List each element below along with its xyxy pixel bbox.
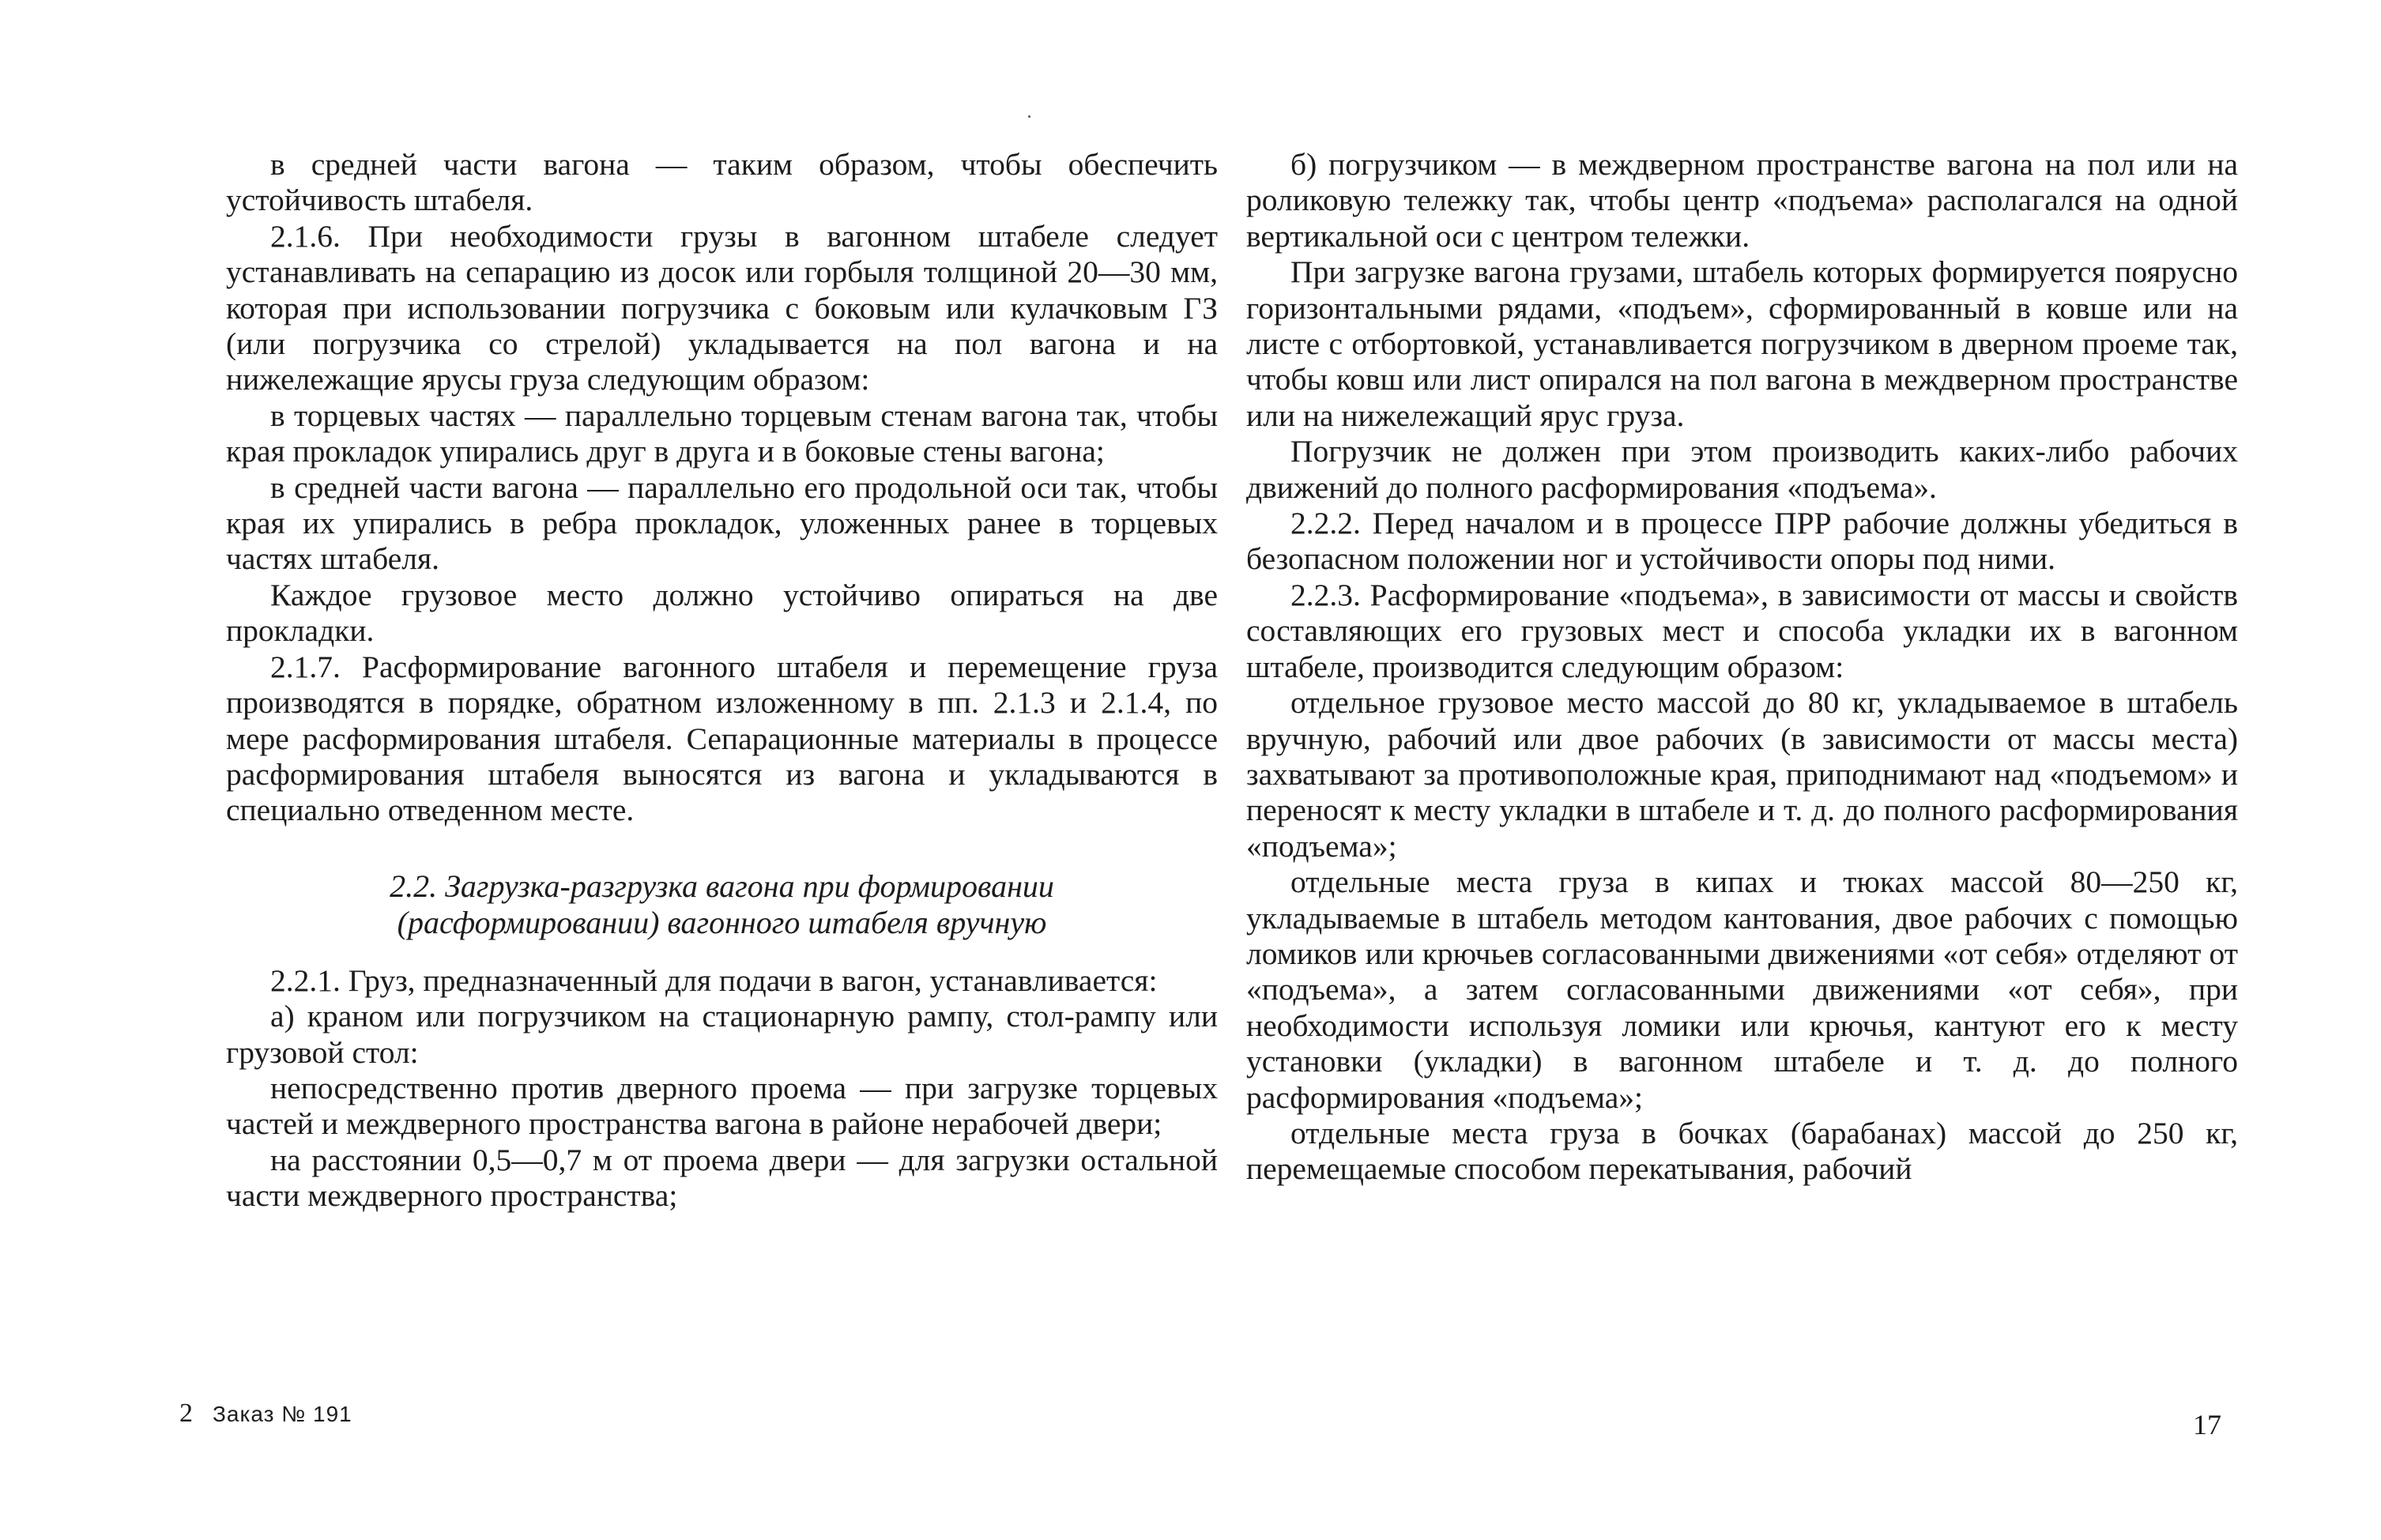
paragraph: непосредственно против дверного проема — при загрузке торцевых частей и междверного пространства вагона в районе нерабочей двери; <box>226 1070 1218 1142</box>
paragraph: отдельные места груза в бочках (барабанах) массой до 250 кг, перемещаемые способом перекатывания, рабочий <box>1246 1115 2238 1187</box>
section-heading-line-2: (расформировании) вагонного штабеля вручную <box>397 904 1047 940</box>
paragraph: отдельные места груза в кипах и тюках массой 80—250 кг, укладываемые в штабель методом кантования, двое рабочих с помощью ломиков или крючьев согласованными движениями «от себя» отделяют от «подъема», а затем согласованными движениями «от себя», при необходимости используя ломики или крючья, кантуют его к месту установки (укладки) в вагонном штабеле и т. д. до полного расформирования «подъема»; <box>1246 864 2238 1115</box>
paragraph: б) погрузчиком — в междверном пространстве вагона на пол или на роликовую тележку так, чтобы центр «подъема» располагался на одной вертикальной оси с центром тележки. <box>1246 147 2238 254</box>
paragraph: 2.2.3. Расформирование «подъема», в зависимости от массы и свойств составляющих его грузовых мест и способа укладки их в вагонном штабеле, производится следующим образом: <box>1246 577 2238 684</box>
section-heading <box>226 868 1218 941</box>
paragraph: 2.2.1. Груз, предназначенный для подачи в вагон, устанавливается: <box>270 962 1158 998</box>
paragraph: При загрузке вагона грузами, штабель которых формируется поярусно горизонтальными рядами, «подъем», сформированный в ковше или на листе с отбортовкой, устанавливается погрузчиком в дверном проеме так, чтобы ковш или лист опирался на пол вагона в междверном пространстве или на нижележащий ярус груза. <box>1246 254 2238 433</box>
paragraph: 2.1.7. Расформирование вагонного штабеля и перемещение груза производятся в порядке, обратном изложенному в пп. 2.1.3 и 2.1.4, по мере расформирования штабеля. Сепарационные материалы в процессе расформирования штабеля выносятся из вагона и укладываются в специально отведенном месте. <box>226 649 1218 828</box>
paragraph: а) краном или погрузчиком на стационарную рампу, стол-рампу или грузовой стол: <box>226 999 1218 1070</box>
paragraph: в средней части вагона — таким образом, чтобы обеспечить устойчивость штабеля. <box>226 147 1218 218</box>
paragraph: 2.2.2. Перед началом и в процессе ПРР рабочие должны убедиться в безопасном положении ног и устойчивости опоры под ними. <box>1246 506 2238 577</box>
paragraph: на расстоянии 0,5—0,7 м от проема двери — для загрузки остальной части междверного пространства; <box>226 1142 1218 1214</box>
section-heading-line-1: 2.2. Загрузка-разгрузка вагона при формировании <box>390 868 1054 904</box>
paragraph: 2.1.6. При необходимости грузы в вагонном штабеле следует устанавливать на сепарацию из досок или горбыля толщиной 20—30 мм, которая при использовании погрузчика с боковым или кулачковым ГЗ (или погрузчика со стрелой) укладывается на пол вагона и на нижележащие ярусы груза следующим образом: <box>226 218 1218 397</box>
paragraph: отдельное грузовое место массой до 80 кг, укладываемое в штабель вручную, рабочий или двое рабочих (в зависимости от массы места) захватывают за противоположные края, приподнимают над «подъемом» и переносят к месту укладки в штабеле и т. д. до полного расформирования «подъема»; <box>1246 685 2238 864</box>
signature-footer <box>179 1399 352 1429</box>
signature-number: 2 <box>179 1399 194 1428</box>
paragraph: в средней части вагона — параллельно его продольной оси так, чтобы края их упирались в ребра прокладок, уложенных ранее в торцевых частях штабеля. <box>226 469 1218 577</box>
right-column <box>1246 147 2238 1188</box>
left-column <box>226 147 1218 1214</box>
print-speck <box>1028 115 1030 118</box>
order-text: Заказ № 191 <box>213 1402 352 1426</box>
paragraph: Погрузчик не должен при этом производить каких-либо рабочих движений до полного расформирования «подъема». <box>1246 434 2238 505</box>
paragraph: в торцевых частях — параллельно торцевым стенам вагона так, чтобы края прокладок упирались друг в друга и в боковые стены вагона; <box>226 397 1218 469</box>
paragraph: Каждое грузовое место должно устойчиво опираться на две прокладки. <box>226 577 1218 649</box>
page-number: 17 <box>2193 1409 2221 1440</box>
